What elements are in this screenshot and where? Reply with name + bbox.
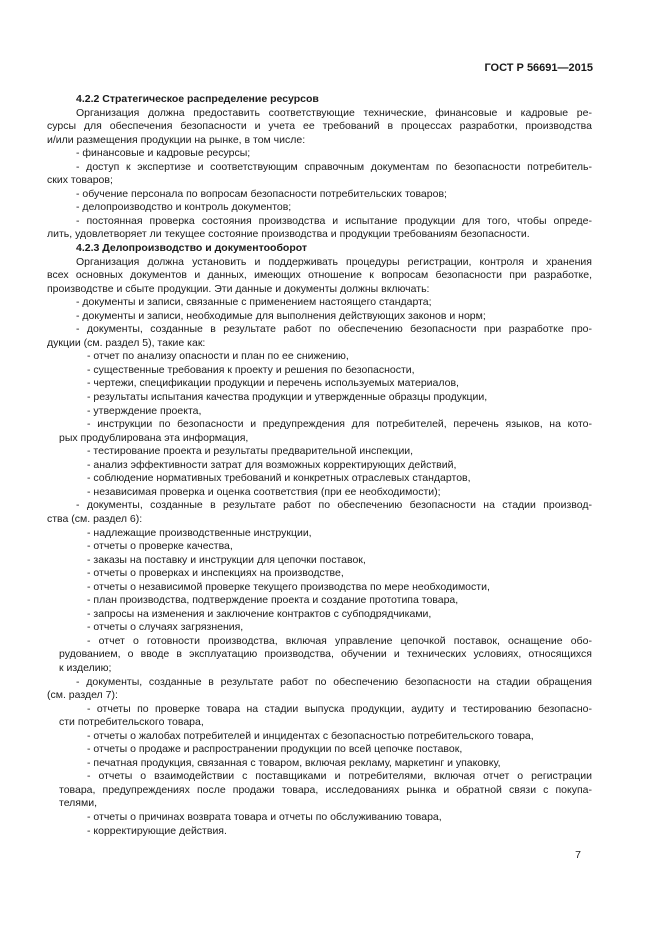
text-line: - обучение персонала по вопросам безопасности потребительских товаров; xyxy=(76,187,447,200)
text-line: - запросы на изменения и заключение контрактов с субподрядчиками, xyxy=(87,607,432,620)
text-line: сурсы для обеспечения безопасности и учета ее требований в процессах разработки, производства xyxy=(47,120,592,133)
page-number: 7 xyxy=(575,849,581,861)
text-line: - тестирование проекта и результаты предварительной инспекции, xyxy=(87,445,414,458)
text-line: - инструкции по безопасности и предупреждения для потребителей, перечень языков, на кото- xyxy=(87,418,592,431)
text-line: и/или размещения продукции на рынке, в том числе: xyxy=(47,133,306,146)
text-line: - печатная продукция, связанная с товаром, включая рекламу, маркетинг и упаковку, xyxy=(87,756,501,769)
text-line: - существенные требования к проекту и решения по безопасности, xyxy=(87,363,415,376)
text-line: рудованием, о вводе в эксплуатацию производства, обучении и технических условиях, относящихся xyxy=(59,648,592,661)
text-line: ства (см. раздел 6): xyxy=(47,512,143,525)
text-line: - отчеты о причинах возврата товара и отчеты по обслуживанию товара, xyxy=(87,810,442,823)
text-line: - отчеты о взаимодействии с поставщиками и потребителями, включая отчет о регистрации xyxy=(87,770,592,783)
text-line: - утверждение проекта, xyxy=(87,404,202,417)
text-line: - постоянная проверка состояния производства и испытание продукции для того, чтобы опреде- xyxy=(76,214,592,227)
text-line: - документы, созданные в результате работ по обеспечению безопасности при разработке про- xyxy=(76,323,592,336)
text-line: - доступ к экспертизе и соответствующим справочным документам по безопасности потребитель- xyxy=(76,160,592,173)
section-heading: 4.2.2 Стратегическое распределение ресурсов xyxy=(76,93,319,105)
text-line: - отчеты о жалобах потребителей и инцидентах с безопасностью потребительского товара, xyxy=(87,729,534,742)
text-line: Организация должна предоставить соответствующие технические, финансовые и кадровые ре- xyxy=(76,106,592,119)
text-line: - финансовые и кадровые ресурсы; xyxy=(76,147,251,160)
text-line: рых продублирована эта информация, xyxy=(59,431,249,444)
text-line: всех основных документов и данных, имеющих отношение к вопросам безопасности при разработке, xyxy=(47,269,592,282)
text-line: - делопроизводство и контроль документов; xyxy=(76,201,292,214)
text-line: (см. раздел 7): xyxy=(47,689,118,702)
text-line: - заказы на поставку и инструкции для цепочки поставок, xyxy=(87,553,366,566)
text-line: - документы и записи, необходимые для выполнения действующих законов и норм; xyxy=(76,309,486,322)
document-code: ГОСТ Р 56691—2015 xyxy=(484,62,593,74)
text-line: - отчет о готовности производства, включая управление цепочкой поставок, оснащение обо- xyxy=(87,634,592,647)
section-heading: 4.2.3 Делопроизводство и документооборот xyxy=(76,242,308,255)
document-body xyxy=(47,93,592,838)
text-line: - отчеты о случаях загрязнения, xyxy=(87,621,244,634)
text-line: - документы, созданные в результате работ по обеспечению безопасности на стадии производ- xyxy=(76,499,592,512)
text-line: - отчеты о продаже и распространении продукции по всей цепочке поставок, xyxy=(87,743,463,756)
text-line: - отчеты по проверке товара на стадии выпуска продукции, аудиту и тестированию безопасно- xyxy=(87,702,592,715)
text-line: - результаты испытания качества продукции и утвержденные образцы продукции, xyxy=(87,391,488,404)
text-line: - план производства, подтверждение проекта и создание прототипа товара, xyxy=(87,594,459,607)
text-line: - независимая проверка и оценка соответствия (при ее необходимости); xyxy=(87,485,441,498)
text-line: телями, xyxy=(59,797,97,810)
text-line: - отчет по анализу опасности и план по ее снижению, xyxy=(87,350,349,363)
text-line: товара, предупреждениях после продажи товара, исследованиях рынка и обратной связи с покупа- xyxy=(59,783,592,796)
text-line: - документы и записи, связанные с применением настоящего стандарта; xyxy=(76,296,432,309)
text-line: сти потребительского товара, xyxy=(59,716,204,729)
text-line: к изделию; xyxy=(59,661,112,674)
text-line: - чертежи, спецификации продукции и перечень используемых материалов, xyxy=(87,377,459,390)
text-line: - анализ эффективности затрат для возможных корректирующих действий, xyxy=(87,458,457,471)
text-line: - корректирующие действия. xyxy=(87,824,227,837)
text-line: ских товаров; xyxy=(47,174,113,187)
text-line: - отчеты о независимой проверке текущего производства по мере необходимости, xyxy=(87,580,490,593)
text-line: дукции (см. раздел 5), такие как: xyxy=(47,336,206,349)
text-line: производстве и сбыте продукции. Эти данные и документы должны включать: xyxy=(47,282,430,295)
text-line: - отчеты о проверках и инспекциях на производстве, xyxy=(87,567,344,580)
text-line: - документы, созданные в результате работ по обеспечению безопасности на стадии обращения xyxy=(76,675,592,688)
text-line: лить, удовлетворяет ли текущее состояние производства и продукции требованиям безопасности. xyxy=(47,228,530,241)
text-line: - соблюдение нормативных требований и конкретных отраслевых стандартов, xyxy=(87,472,471,485)
text-line: - надлежащие производственные инструкции, xyxy=(87,526,312,539)
text-line: Организация должна установить и поддерживать процедуры регистрации, контроля и хранения xyxy=(76,255,592,268)
text-line: - отчеты о проверке качества, xyxy=(87,540,233,553)
